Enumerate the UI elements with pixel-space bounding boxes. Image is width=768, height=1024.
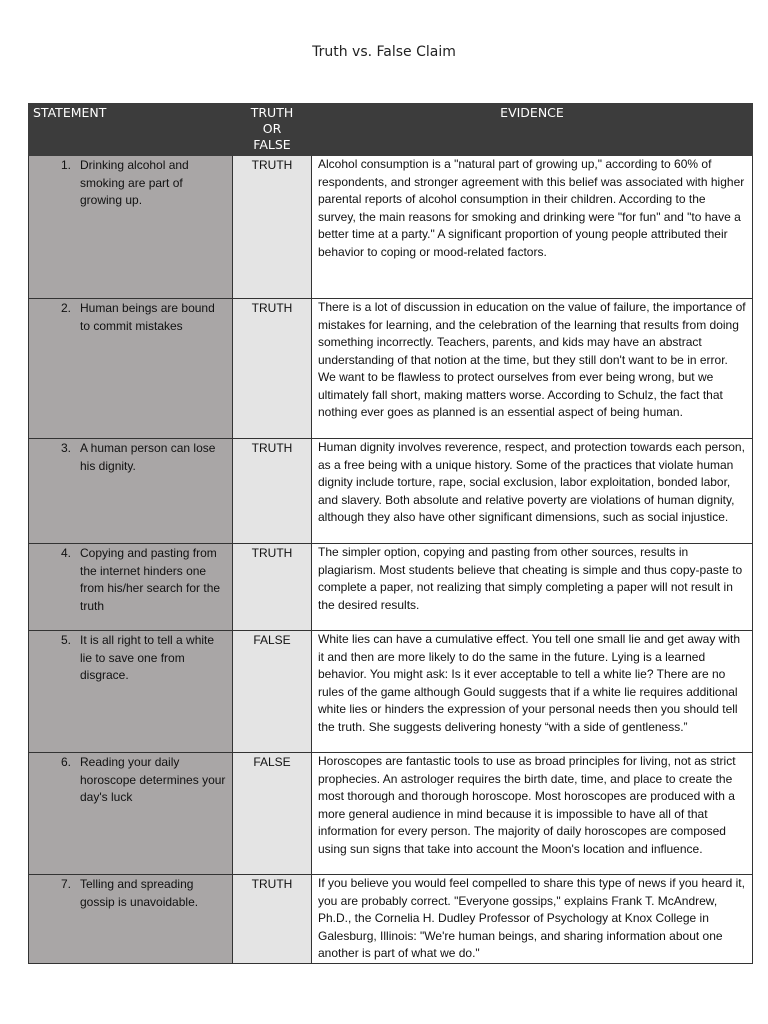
truth-or-false-header-text: TRUTH OR FALSE <box>250 105 294 152</box>
verdict-cell: FALSE <box>233 631 312 753</box>
table-row <box>29 631 753 753</box>
statement-cell <box>29 753 233 875</box>
verdict-cell: TRUTH <box>233 544 312 631</box>
statement-text: Telling and spreading gossip is unavoidable. <box>80 877 199 909</box>
item-number: 4. <box>60 546 71 560</box>
item-number: 5. <box>60 633 71 647</box>
evidence-cell: There is a lot of discussion in education on the value of failure, the importance of mistakes for learning, and the celebration of the learning that results from doing something incorrectly. Teachers, parents, and kids may have an abstract understanding of that notion at the time, but they still don't want to be in error. We want to be flawless to protect ourselves from ever being wrong, but we ultimately fall short, making matters worse. According to Schulz, the fact that nothing ever goes as planned is an essential aspect of being human. <box>312 299 753 439</box>
statement-cell <box>29 156 233 299</box>
statement-cell <box>29 544 233 631</box>
statement-cell <box>29 299 233 439</box>
statement-text: Human beings are bound to commit mistakes <box>80 301 215 333</box>
item-number: 6. <box>60 755 71 769</box>
statement-text: Reading your daily horoscope determines your day's luck <box>80 755 226 804</box>
table-row <box>29 439 753 544</box>
statement-column-header: STATEMENT <box>29 104 233 156</box>
verdict-cell: TRUTH <box>233 875 312 964</box>
statement-text: Copying and pasting from the internet hinders one from his/her search for the truth <box>80 546 221 613</box>
table-row <box>29 544 753 631</box>
evidence-cell: Horoscopes are fantastic tools to use as broad principles for living, not as strict prophecies. An astrologer requires the birth date, time, and place to create the most thorough and thorough horoscope. Most horoscopes are produced with a more general audience in mind because it is impossible to have all of that information for every person. The majority of daily horoscopes are composed using sun signs that take into account the Moon's location and influence. <box>312 753 753 875</box>
table-header-row <box>29 104 753 156</box>
verdict-cell: FALSE <box>233 753 312 875</box>
table-row <box>29 753 753 875</box>
statement-cell <box>29 875 233 964</box>
document-title: Truth vs. False Claim <box>312 44 456 60</box>
evidence-cell: If you believe you would feel compelled to share this type of news if you heard it, you are probably correct. "Everyone gossips," explains Frank T. McAndrew, Ph.D., the Cornelia H. Dudley Professor of Psychology at Knox College in Galesburg, Illinois: "We're human beings, and sharing information about one another is part of what we do." <box>312 875 753 964</box>
table-row <box>29 156 753 299</box>
claims-table <box>28 103 753 964</box>
statement-text: Drinking alcohol and smoking are part of growing up. <box>80 158 189 207</box>
item-number: 1. <box>60 158 71 172</box>
evidence-cell: Human dignity involves reverence, respect, and protection towards each person, as a free being with a unique history. Some of the practices that violate human dignity include torture, rape, social exclusion, labor exploitation, bonded labor, and slavery. Both absolute and relative poverty are violations of human dignity, although they also have other significant dimensions, such as social injustice. <box>312 439 753 544</box>
item-number: 7. <box>60 877 71 891</box>
item-number: 3. <box>60 441 71 455</box>
table-row <box>29 875 753 964</box>
evidence-cell: The simpler option, copying and pasting from other sources, results in plagiarism. Most students believe that cheating is simple and thus copy-paste to complete a paper, not realizing that simply completing a paper will not result in the desired results. <box>312 544 753 631</box>
verdict-cell: TRUTH <box>233 439 312 544</box>
statement-text: A human person can lose his dignity. <box>80 441 216 473</box>
statement-text: It is all right to tell a white lie to save one from disgrace. <box>80 633 215 682</box>
verdict-cell: TRUTH <box>233 299 312 439</box>
evidence-cell: White lies can have a cumulative effect. You tell one small lie and get away with it and then are more likely to do the same in the future. Lying is a learned behavior. You might ask: Is it ever acceptable to tell a white lie? There are no rules of the game although Gould suggests that if a white lie requires additional white lies or hinders the expression of your personal needs then you should tell the truth. She suggests delivering honesty “with a side of gentleness.” <box>312 631 753 753</box>
item-number: 2. <box>60 301 71 315</box>
truth-or-false-column-header <box>233 104 312 156</box>
verdict-cell: TRUTH <box>233 156 312 299</box>
statement-cell <box>29 631 233 753</box>
statement-cell <box>29 439 233 544</box>
evidence-cell: Alcohol consumption is a "natural part of growing up," according to 60% of respondents, and stronger agreement with this belief was associated with higher parental reports of alcohol consumption in their children. According to the survey, the main reasons for smoking and drinking were "for fun" and "to have a better time at a party." A significant proportion of young people attributed their behavior to coping or mood-related factors. <box>312 156 753 299</box>
evidence-column-header: EVIDENCE <box>312 104 753 156</box>
table-row <box>29 299 753 439</box>
